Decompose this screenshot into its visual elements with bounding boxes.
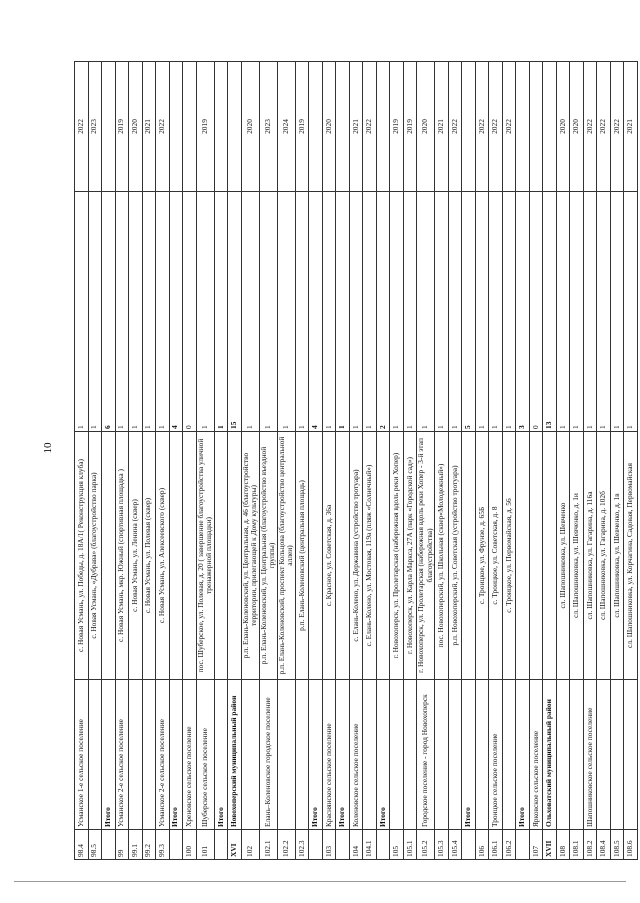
- row-number-cell: 108: [556, 830, 570, 860]
- year-cell: 2022: [156, 62, 170, 192]
- row-number-cell: 102.1: [259, 830, 277, 860]
- row-number-cell: [169, 830, 183, 860]
- settlement-cell: Краснянское сельское поселение: [322, 680, 336, 830]
- settlement-cell: [502, 680, 516, 830]
- settlement-cell: Итого: [102, 680, 116, 830]
- count-cell: 0: [183, 192, 197, 432]
- row-number-cell: [309, 830, 323, 860]
- year-cell: [543, 62, 557, 192]
- table-row: [183, 62, 197, 860]
- object-cell: [169, 432, 183, 680]
- object-cell: [543, 432, 557, 680]
- object-cell: с. Троицкое, ул. Первомайская, д. 56: [502, 432, 516, 680]
- count-cell: 1: [435, 192, 449, 432]
- count-cell: 1: [570, 192, 584, 432]
- count-cell: 1: [583, 192, 597, 432]
- table-row: [129, 62, 143, 860]
- object-cell: [376, 432, 390, 680]
- row-number-cell: 98.5: [88, 830, 102, 860]
- settlement-cell: Усманское 2-е сельское поселение: [115, 680, 129, 830]
- count-cell: 1: [448, 192, 462, 432]
- district-row: [228, 62, 242, 860]
- count-cell: 1: [259, 192, 277, 432]
- year-cell: 2022: [475, 62, 489, 192]
- table-row: [390, 62, 404, 860]
- table-row: [75, 62, 89, 860]
- row-number-cell: 101: [196, 830, 214, 860]
- count-cell: 6: [102, 192, 116, 432]
- settlement-cell: Хреновское сельское поселение: [183, 680, 197, 830]
- count-cell: 1: [349, 192, 363, 432]
- settlement-cell: [88, 680, 102, 830]
- object-cell: с. Елань-Колено, ул. Державина (устройство тротуара): [349, 432, 363, 680]
- count-cell: 1: [475, 192, 489, 432]
- count-cell: 1: [129, 192, 143, 432]
- settlement-cell: Шапошниковское сельское поселение: [583, 680, 597, 830]
- settlement-cell: [475, 680, 489, 830]
- table-row: [259, 62, 277, 860]
- row-number-cell: XVII: [543, 830, 557, 860]
- settlement-cell: Коленовское сельское поселение: [349, 680, 363, 830]
- row-number-cell: 102.2: [277, 830, 295, 860]
- year-cell: 2019: [295, 62, 309, 192]
- count-cell: 1: [88, 192, 102, 432]
- year-cell: 2019: [390, 62, 404, 192]
- count-cell: 1: [115, 192, 129, 432]
- total-row: [376, 62, 390, 860]
- settlement-cell: [390, 680, 404, 830]
- year-cell: 2020: [417, 62, 435, 192]
- settlement-cell: [435, 680, 449, 830]
- count-cell: 1: [142, 192, 156, 432]
- object-cell: р.п. Елань-Коленовский, проспект Кольцова (благоустройство центральной аллеи): [277, 432, 295, 680]
- row-number-cell: 107: [529, 830, 543, 860]
- row-number-cell: 98.4: [75, 830, 89, 860]
- object-cell: с. Новая Усмань, ул. Победы, д. 18А/1( Реконструкция клуба): [75, 432, 89, 680]
- improvement-objects-table: [74, 61, 638, 860]
- object-cell: [462, 432, 476, 680]
- object-cell: сл. Шапошниковка, ул. Гагарина, д. 102б: [597, 432, 611, 680]
- table-row: [277, 62, 295, 860]
- year-cell: [529, 62, 543, 192]
- object-cell: р.п. Елань-Коленовский, ул. Центральная, д. 46 (благоустройство территории, прилегающей к Дому культуры): [241, 432, 259, 680]
- row-number-cell: 99.2: [142, 830, 156, 860]
- total-row: [309, 62, 323, 860]
- settlement-cell: Елань–Коленовское городское поселение: [259, 680, 277, 830]
- object-cell: р.п. Елань-Коленовский (центральная площадь): [295, 432, 309, 680]
- count-cell: 4: [169, 192, 183, 432]
- count-cell: 1: [322, 192, 336, 432]
- table-body: [75, 62, 638, 860]
- settlement-cell: [295, 680, 309, 830]
- count-cell: 3: [516, 192, 530, 432]
- count-cell: 1: [75, 192, 89, 432]
- year-cell: 2022: [597, 62, 611, 192]
- settlement-cell: Новохоперский муниципальный район: [228, 680, 242, 830]
- object-cell: [529, 432, 543, 680]
- table-row: [610, 62, 624, 860]
- settlement-cell: [570, 680, 584, 830]
- year-cell: [214, 62, 228, 192]
- row-number-cell: 105.2: [417, 830, 435, 860]
- row-number-cell: 99: [115, 830, 129, 860]
- year-cell: 2019: [403, 62, 417, 192]
- year-cell: [516, 62, 530, 192]
- count-cell: 1: [403, 192, 417, 432]
- row-number-cell: 105.1: [403, 830, 417, 860]
- object-cell: р.п. Новохоперский, ул. Советская (устройство тротуара): [448, 432, 462, 680]
- object-cell: сл. Шапошниковка, ул. Шевченко, д. 1в: [610, 432, 624, 680]
- year-cell: 2019: [196, 62, 214, 192]
- year-cell: 2022: [489, 62, 503, 192]
- row-number-cell: XVI: [228, 830, 242, 860]
- object-cell: [516, 432, 530, 680]
- year-cell: 2021: [624, 62, 638, 192]
- count-cell: 13: [543, 192, 557, 432]
- row-number-cell: 108.2: [583, 830, 597, 860]
- object-cell: с. Елань-Колено, ул. Мостовая, 119а (пляж «Солнечный»): [363, 432, 377, 680]
- year-cell: 2022: [75, 62, 89, 192]
- object-cell: сл. Шапошниковка, ул. Шевченко, д. 1и: [570, 432, 584, 680]
- settlement-cell: [241, 680, 259, 830]
- year-cell: 2023: [259, 62, 277, 192]
- total-row: [214, 62, 228, 860]
- table-row: [241, 62, 259, 860]
- year-cell: 2022: [363, 62, 377, 192]
- row-number-cell: 108.4: [597, 830, 611, 860]
- settlement-cell: [403, 680, 417, 830]
- table-row: [417, 62, 435, 860]
- settlement-cell: Итого: [376, 680, 390, 830]
- table-row: [502, 62, 516, 860]
- rotated-table-container: [74, 62, 635, 860]
- settlement-cell: Троицкое сельское поселение: [489, 680, 503, 830]
- count-cell: 1: [502, 192, 516, 432]
- district-row: [543, 62, 557, 860]
- settlement-cell: Итого: [516, 680, 530, 830]
- row-number-cell: 108.1: [570, 830, 584, 860]
- year-cell: 2019: [115, 62, 129, 192]
- settlement-cell: Итого: [169, 680, 183, 830]
- table-row: [556, 62, 570, 860]
- year-cell: 2022: [502, 62, 516, 192]
- row-number-cell: [516, 830, 530, 860]
- table-row: [196, 62, 214, 860]
- settlement-cell: Итого: [336, 680, 350, 830]
- row-number-cell: 108.6: [624, 830, 638, 860]
- settlement-cell: Шуберское сельское поселение: [196, 680, 214, 830]
- settlement-cell: [624, 680, 638, 830]
- row-number-cell: 102: [241, 830, 259, 860]
- year-cell: 2024: [277, 62, 295, 192]
- year-cell: [309, 62, 323, 192]
- count-cell: 0: [529, 192, 543, 432]
- object-cell: [309, 432, 323, 680]
- object-cell: р.п. Елань-Коленовский, ул. Центральная (благоустройство въездной группы): [259, 432, 277, 680]
- table-row: [624, 62, 638, 860]
- object-cell: сл. Шапошниковка, ул. Гагарина, д. 116а: [583, 432, 597, 680]
- object-cell: г. Новохоперск, ул. Пролетарская (набережная вдоль реки Хопер): [390, 432, 404, 680]
- year-cell: [336, 62, 350, 192]
- total-row: [169, 62, 183, 860]
- object-cell: пос. Шуберское, ул. Полевая, д. 20 ( завершение благоустройства уличной тренажерной площадки): [196, 432, 214, 680]
- row-number-cell: 102.3: [295, 830, 309, 860]
- year-cell: 2021: [435, 62, 449, 192]
- year-cell: 2022: [448, 62, 462, 192]
- row-number-cell: 105.4: [448, 830, 462, 860]
- count-cell: 1: [336, 192, 350, 432]
- year-cell: 2023: [88, 62, 102, 192]
- table-row: [570, 62, 584, 860]
- year-cell: 2021: [349, 62, 363, 192]
- settlement-cell: Итого: [462, 680, 476, 830]
- count-cell: 4: [309, 192, 323, 432]
- page-number: 10: [42, 442, 54, 454]
- count-cell: 1: [214, 192, 228, 432]
- table-row: [322, 62, 336, 860]
- count-cell: 1: [556, 192, 570, 432]
- table-row: [295, 62, 309, 860]
- total-row: [516, 62, 530, 860]
- settlement-cell: [597, 680, 611, 830]
- year-cell: [228, 62, 242, 192]
- count-cell: 1: [241, 192, 259, 432]
- object-cell: с. Новая Усмань, мкр. Южный (спортивная площадка ): [115, 432, 129, 680]
- row-number-cell: 104: [349, 830, 363, 860]
- settlement-cell: [129, 680, 143, 830]
- year-cell: 2020: [241, 62, 259, 192]
- settlement-cell: [448, 680, 462, 830]
- object-cell: пос. Новохоперский, ул. Школьная (сквер«Молодежный»): [435, 432, 449, 680]
- settlement-cell: [556, 680, 570, 830]
- count-cell: 2: [376, 192, 390, 432]
- row-number-cell: [214, 830, 228, 860]
- settlement-cell: Ярковское сельское поселение: [529, 680, 543, 830]
- table-row: [529, 62, 543, 860]
- row-number-cell: 99.3: [156, 830, 170, 860]
- row-number-cell: 104.1: [363, 830, 377, 860]
- table-row: [115, 62, 129, 860]
- count-cell: 5: [462, 192, 476, 432]
- object-cell: сл. Шапошниковка, ул. Шевченко: [556, 432, 570, 680]
- table-row: [142, 62, 156, 860]
- count-cell: 1: [277, 192, 295, 432]
- year-cell: 2020: [556, 62, 570, 192]
- settlement-cell: Ольховатский муниципальный район: [543, 680, 557, 830]
- settlement-cell: Итого: [309, 680, 323, 830]
- count-cell: 1: [417, 192, 435, 432]
- row-number-cell: 99.1: [129, 830, 143, 860]
- row-number-cell: 105.3: [435, 830, 449, 860]
- count-cell: 1: [295, 192, 309, 432]
- row-number-cell: [462, 830, 476, 860]
- object-cell: с. Новая Усмань, ул. Ленина (сквер): [129, 432, 143, 680]
- row-number-cell: 106.2: [502, 830, 516, 860]
- settlement-cell: Усманское 2-е сельское поселение: [156, 680, 170, 830]
- object-cell: [228, 432, 242, 680]
- table-row: [475, 62, 489, 860]
- object-cell: с. Новая Усмань, «Дубрава» (благоустройство парка): [88, 432, 102, 680]
- row-number-cell: 106: [475, 830, 489, 860]
- table-row: [435, 62, 449, 860]
- year-cell: 2022: [610, 62, 624, 192]
- year-cell: 2022: [583, 62, 597, 192]
- count-cell: 1: [196, 192, 214, 432]
- object-cell: с. Троицкое, ул. Советская, д. 8: [489, 432, 503, 680]
- object-cell: г. Новохоперск, ул. Пролетарская (набережная вдоль реки Хопер - 3-й этап благоустройства): [417, 432, 435, 680]
- table-row: [597, 62, 611, 860]
- table-row: [156, 62, 170, 860]
- table-row: [403, 62, 417, 860]
- count-cell: 1: [390, 192, 404, 432]
- object-cell: с. Троицкое, ул. Фрунзе, д. 65Б: [475, 432, 489, 680]
- row-number-cell: 103: [322, 830, 336, 860]
- object-cell: [102, 432, 116, 680]
- count-cell: 1: [156, 192, 170, 432]
- table-row: [489, 62, 503, 860]
- count-cell: 1: [610, 192, 624, 432]
- row-number-cell: 100: [183, 830, 197, 860]
- year-cell: [462, 62, 476, 192]
- settlement-cell: [277, 680, 295, 830]
- year-cell: 2021: [142, 62, 156, 192]
- year-cell: 2020: [570, 62, 584, 192]
- settlement-cell: [363, 680, 377, 830]
- year-cell: 2020: [129, 62, 143, 192]
- year-cell: [183, 62, 197, 192]
- row-number-cell: 108.5: [610, 830, 624, 860]
- total-row: [462, 62, 476, 860]
- object-cell: [336, 432, 350, 680]
- table-row: [583, 62, 597, 860]
- settlement-cell: [610, 680, 624, 830]
- bottom-rule: [14, 881, 626, 882]
- rotated-table: [74, 62, 635, 860]
- year-cell: 2020: [322, 62, 336, 192]
- year-cell: [102, 62, 116, 192]
- settlement-cell: Усманское 1-е сельское поселение: [75, 680, 89, 830]
- table-row: [88, 62, 102, 860]
- object-cell: [183, 432, 197, 680]
- object-cell: с. Новая Усмань, ул. Алексеевского (сквер): [156, 432, 170, 680]
- count-cell: 1: [363, 192, 377, 432]
- count-cell: 15: [228, 192, 242, 432]
- settlement-cell: Городское поселение - город Новохоперск: [417, 680, 435, 830]
- count-cell: 1: [597, 192, 611, 432]
- object-cell: [214, 432, 228, 680]
- row-number-cell: 105: [390, 830, 404, 860]
- table-row: [448, 62, 462, 860]
- settlement-cell: [142, 680, 156, 830]
- year-cell: [376, 62, 390, 192]
- row-number-cell: [376, 830, 390, 860]
- object-cell: с. Новая Усмань, ул. Полевая (сквер): [142, 432, 156, 680]
- year-cell: [169, 62, 183, 192]
- row-number-cell: 106.1: [489, 830, 503, 860]
- count-cell: 1: [624, 192, 638, 432]
- count-cell: 1: [489, 192, 503, 432]
- total-row: [336, 62, 350, 860]
- object-cell: с. Красное, ул. Советская, д. 36а: [322, 432, 336, 680]
- row-number-cell: [336, 830, 350, 860]
- table-row: [363, 62, 377, 860]
- settlement-cell: Итого: [214, 680, 228, 830]
- row-number-cell: [102, 830, 116, 860]
- total-row: [102, 62, 116, 860]
- table-row: [349, 62, 363, 860]
- object-cell: г. Новохоперск, ул. Карла Маркса, 27А (парк «Городской сад»): [403, 432, 417, 680]
- object-cell: сл. Шапошниковка, ул. Корчагина, Садовая, Первомайская: [624, 432, 638, 680]
